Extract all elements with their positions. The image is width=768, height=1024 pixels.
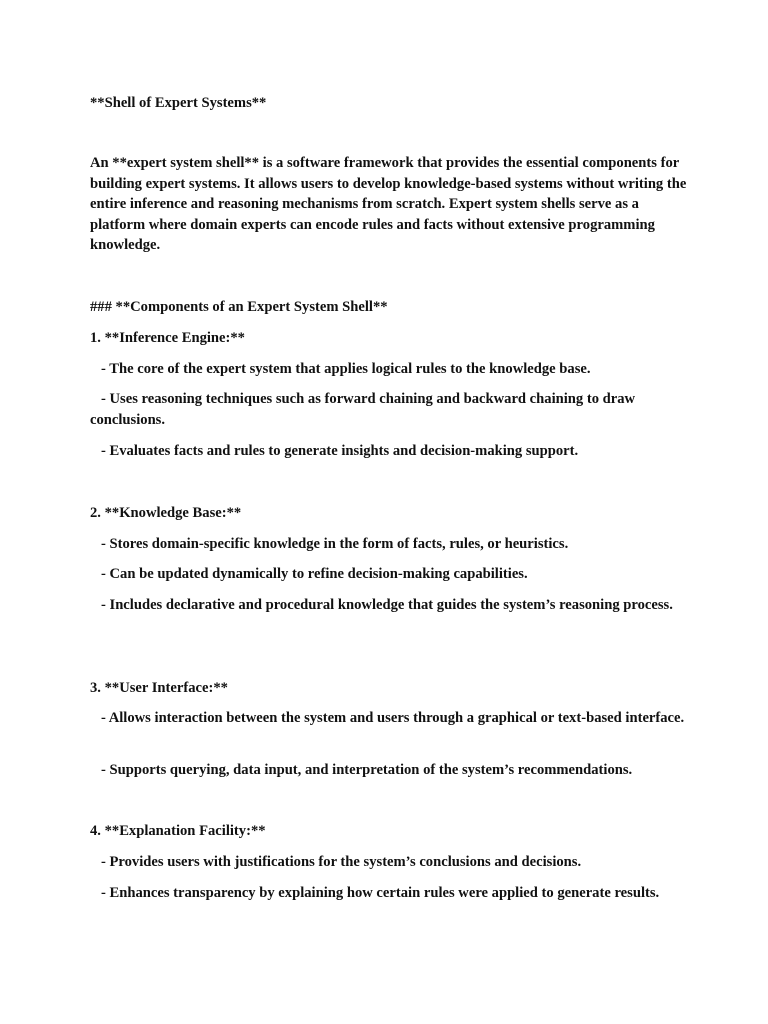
bullet-item: - Supports querying, data input, and interpretation of the system’s recommendations.: [101, 762, 633, 778]
bullet-item: - Includes declarative and procedural knowledge that guides the system’s reasoning process.: [101, 597, 673, 613]
bullet-item: - Evaluates facts and rules to generate insights and decision-making support.: [101, 443, 579, 459]
intro-paragraph: An **expert system shell** is a software framework that provides the essential components for building expert systems. It allows users to develop knowledge-based systems without writing the entire inference and reasoning mechanisms from scratch. Expert system shells serve as a platform where domain experts can encode rules and facts without extensive programming knowledge.: [90, 155, 687, 254]
section-heading-explanation-facility: 4. **Explanation Facility:**: [90, 823, 266, 839]
section-heading-user-interface: 3. **User Interface:**: [90, 680, 228, 696]
section-heading-inference-engine: 1. **Inference Engine:**: [90, 330, 245, 346]
components-heading: ### **Components of an Expert System Shell**: [90, 299, 388, 315]
bullet-item: - Stores domain-specific knowledge in the form of facts, rules, or heuristics.: [101, 536, 569, 552]
bullet-item: - Allows interaction between the system and users through a graphical or text-based interface.: [101, 710, 685, 726]
bullet-item: - Provides users with justifications for the system’s conclusions and decisions.: [101, 854, 582, 870]
bullet-item: - Can be updated dynamically to refine decision-making capabilities.: [101, 566, 528, 582]
document-title: **Shell of Expert Systems**: [90, 95, 267, 111]
section-heading-knowledge-base: 2. **Knowledge Base:**: [90, 505, 242, 521]
bullet-item: - Enhances transparency by explaining how certain rules were applied to generate results.: [101, 885, 660, 901]
bullet-item: - The core of the expert system that applies logical rules to the knowledge base.: [101, 361, 591, 377]
bullet-item: - Uses reasoning techniques such as forward chaining and backward chaining to draw conclusions.: [90, 391, 636, 428]
document-page: [90, 0, 690, 1024]
